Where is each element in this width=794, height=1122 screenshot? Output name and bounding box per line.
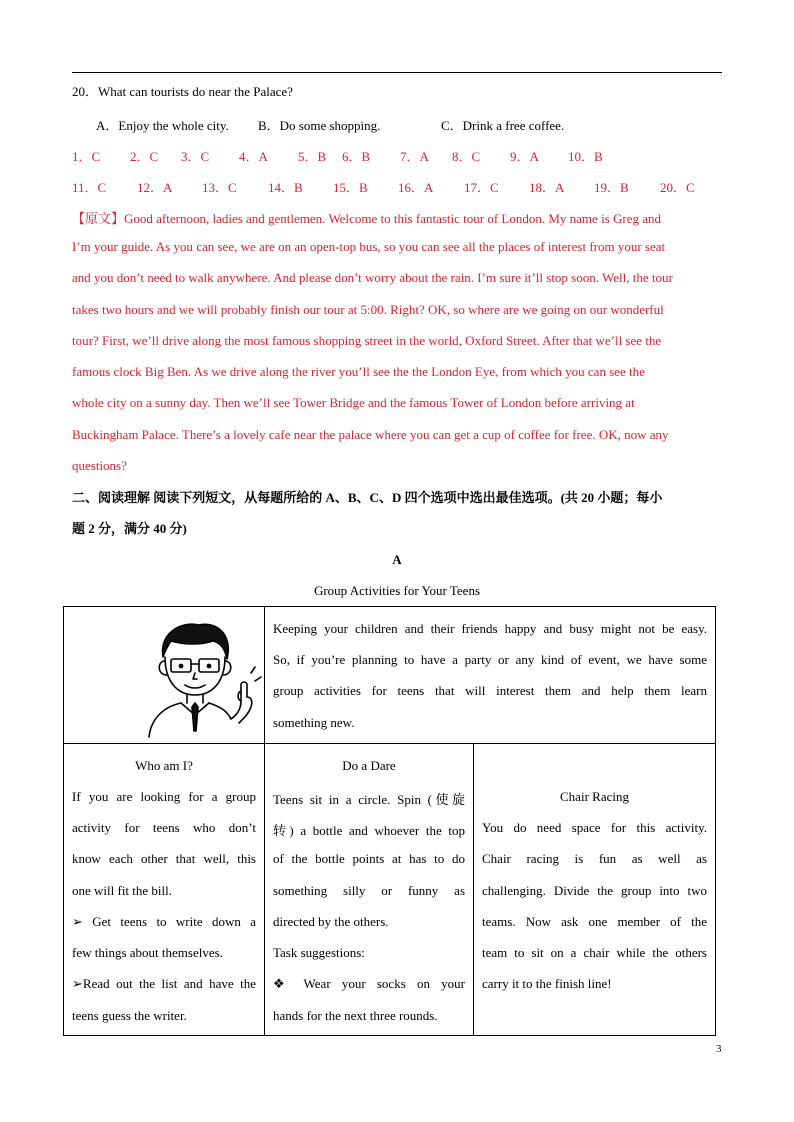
answer-item: 9．A <box>510 149 539 164</box>
activity-line: ➢ Get teens to write down a <box>72 914 256 929</box>
activity-line: If you are looking for a group <box>72 789 256 804</box>
transcript-line: takes two hours and we will probably finish our tour at 5:00. Right? OK, so where are we going on our wonderful <box>72 302 664 317</box>
header-rule <box>72 72 722 73</box>
option-c: C．Drink a free coffee. <box>441 118 565 133</box>
answer-item: 7．A <box>400 149 429 164</box>
transcript-line: whole city on a sunny day. Then we’ll see Tower Bridge and the famous Tower of London before arriving at <box>72 395 635 410</box>
activity-line: Teens sit in a circle. Spin (使旋 <box>273 792 465 807</box>
activity-line: one will fit the bill. <box>72 883 173 898</box>
activity-title: Do a Dare <box>342 758 396 773</box>
activity-line: activity for teens who don’t <box>72 820 256 835</box>
transcript-line: 【原文】Good afternoon, ladies and gentlemen. Welcome to this fantastic tour of London. My name is Greg and <box>72 211 661 226</box>
answer-item: 4．A <box>239 149 268 164</box>
activity-line: 转) a bottle and whoever the top <box>273 823 465 838</box>
answer-item: 14．B <box>268 180 303 195</box>
activity-line: Task suggestions: <box>273 945 365 960</box>
activity-line: ➢Read out the list and have the <box>72 976 256 991</box>
transcript-line: Buckingham Palace. There’s a lovely cafe near the palace where you can get a cup of coffee for free. OK, now any <box>72 427 669 442</box>
section-heading-cont: 题 2 分，满分 40 分) <box>72 521 187 536</box>
answer-item: 6．B <box>342 149 371 164</box>
answer-item: 3．C <box>181 149 210 164</box>
passage-label: A <box>392 552 402 567</box>
answer-item: 5．B <box>298 149 327 164</box>
answer-item: 2．C <box>130 149 159 164</box>
activity-line: directed by the others. <box>273 914 389 929</box>
answer-item: 15．B <box>333 180 368 195</box>
answer-item: 19．B <box>594 180 629 195</box>
activity-line: challenging. Divide the group into two <box>482 883 707 898</box>
answer-item: 12．A <box>137 180 173 195</box>
activity-line: something silly or funny as <box>273 883 465 898</box>
teacher-illustration <box>141 619 271 739</box>
activity-title: Who am I? <box>135 758 193 773</box>
answer-item: 13．C <box>202 180 237 195</box>
transcript-line: and you don’t need to walk anywhere. And please don’t worry about the rain. I’m sure it’ll stop soon. Well, the tour <box>72 270 673 285</box>
intro-line: group activities for teens that will interest them and help them learn <box>273 683 707 698</box>
transcript-line: famous clock Big Ben. As we drive along the river you’ll see the the London Eye, from which you can see the <box>72 364 645 379</box>
who-am-i-cell <box>64 744 265 1036</box>
answer-item: 17．C <box>464 180 499 195</box>
activity-line: hands for the next three rounds. <box>273 1008 438 1023</box>
activity-line: carry it to the finish line! <box>482 976 612 991</box>
activity-line: You do need space for this activity. <box>482 820 707 835</box>
intro-line: So, if you’re planning to have a party or any kind of event, we have some <box>273 652 707 667</box>
activity-line: few things about themselves. <box>72 945 223 960</box>
answer-item: 20．C <box>660 180 695 195</box>
passage-title: Group Activities for Your Teens <box>313 583 481 598</box>
transcript-line: I’m your guide. As you can see, we are on an open-top bus, so you can see all the places of interest from your seat <box>72 239 666 254</box>
answer-item: 11．C <box>72 180 107 195</box>
section-heading: 二、阅读理解 阅读下列短文，从每题所给的 A、B、C、D 四个选项中选出最佳选项。(共 20 小题；每小 <box>72 490 663 505</box>
illustration-cell <box>64 607 265 744</box>
answer-item: 16．A <box>398 180 434 195</box>
intro-line: Keeping your children and their friends happy and busy might not be easy. <box>273 621 707 636</box>
option-a: A．Enjoy the whole city. <box>96 118 229 133</box>
activity-line: of the bottle points at has to do <box>273 851 465 866</box>
activity-line: team to sit on a chair while the others <box>482 945 707 960</box>
answer-item: 1．C <box>72 149 101 164</box>
activity-line: know each other that well, this <box>72 851 256 866</box>
chair-racing-cell <box>474 744 716 1036</box>
transcript-line: questions? <box>72 458 127 473</box>
question-20: 20．What can tourists do near the Palace? <box>72 84 293 99</box>
answer-item: 10．B <box>568 149 603 164</box>
activity-line: ❖ Wear your socks on your <box>273 976 465 991</box>
activity-line: teams. Now ask one member of the <box>482 914 707 929</box>
activities-table <box>63 606 716 1036</box>
intro-line: something new. <box>273 715 355 730</box>
intro-cell <box>265 607 716 744</box>
activity-line: Chair racing is fun as well as <box>482 851 707 866</box>
option-b: B．Do some shopping. <box>258 118 381 133</box>
page-number: 3 <box>716 1043 722 1055</box>
activity-title: Chair Racing <box>560 789 629 804</box>
transcript-line: tour? First, we’ll drive along the most famous shopping street in the world, Oxford Street. After that we’ll see the <box>72 333 662 348</box>
do-a-dare-cell <box>265 744 474 1036</box>
answer-item: 18．A <box>529 180 565 195</box>
answer-item: 8．C <box>452 149 481 164</box>
activity-line: teens guess the writer. <box>72 1008 187 1023</box>
